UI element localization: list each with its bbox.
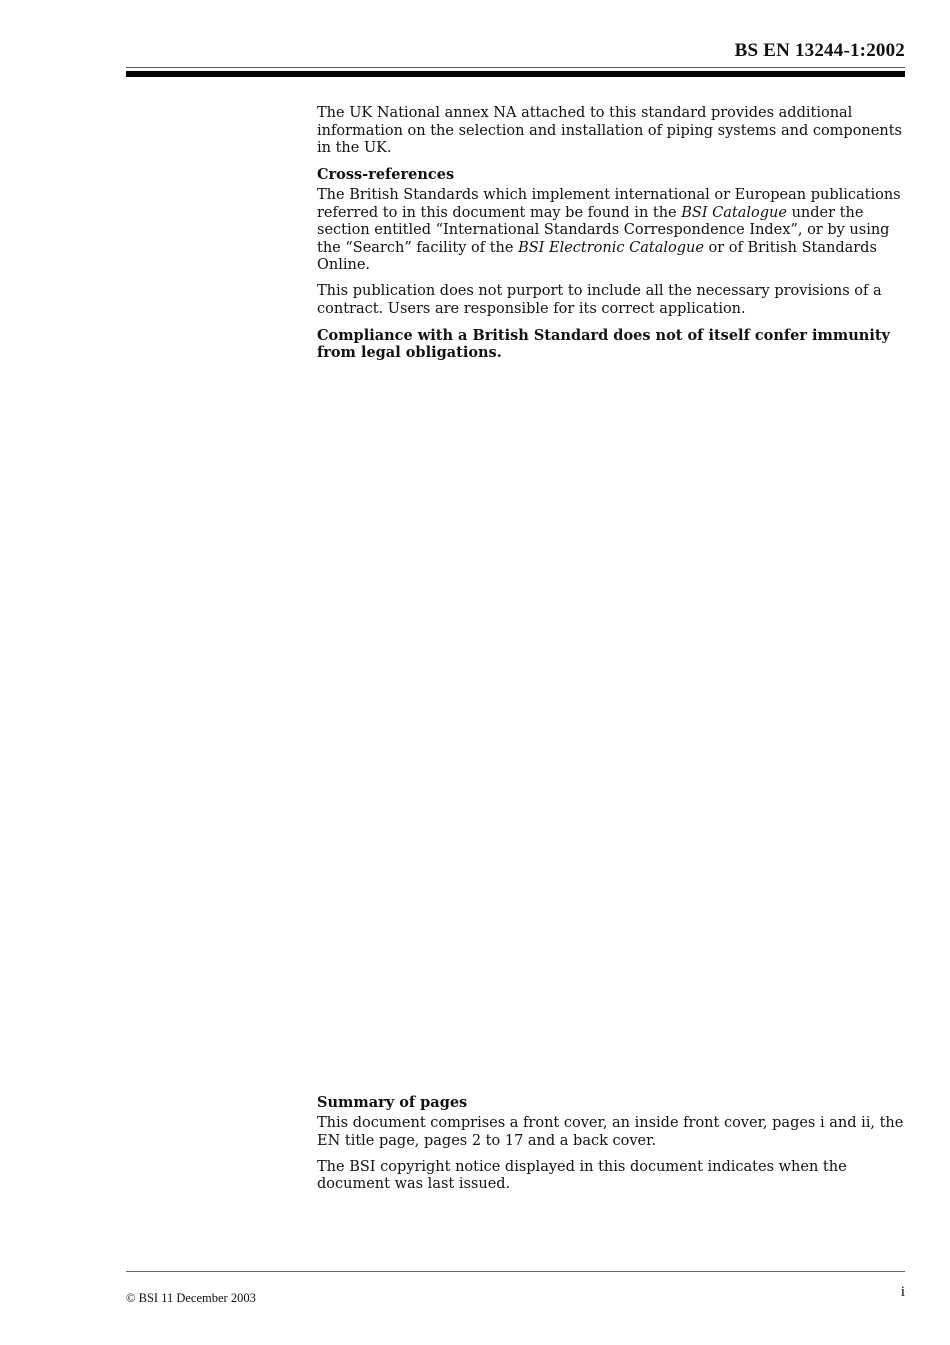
provisions-paragraph: This publication does not purport to include all the necessary provisions of a contract. Users are responsible for its correct application. xyxy=(317,283,882,317)
cross-references-text-3: or of British Standards Online. xyxy=(317,239,877,273)
summary-heading: Summary of pages xyxy=(317,1094,468,1111)
summary-paragraph-1: This document comprises a front cover, an inside front cover, pages i and ii, the EN title page, pages 2 to 17 and a back cover. xyxy=(317,1115,904,1149)
summary-section xyxy=(317,1094,911,1202)
main-content xyxy=(317,105,911,370)
cross-references-text-2: under the section entitled “International Standards Correspondence Index”, or by using the “Search” facility of the xyxy=(317,204,890,256)
bsi-catalogue-ref: BSI Catalogue xyxy=(681,204,787,221)
cross-references-text-1: The British Standards which implement international or European publications referred to in this document may be found in the xyxy=(317,187,901,221)
page-number: i xyxy=(900,1284,905,1300)
bsi-electronic-catalogue-ref: BSI Electronic Catalogue xyxy=(518,239,704,256)
cross-references-paragraph xyxy=(317,187,911,275)
standard-number: BS EN 13244-1:2002 xyxy=(734,40,905,61)
copyright-notice: © BSI 11 December 2003 xyxy=(126,1291,256,1305)
footer-rule xyxy=(126,1271,905,1272)
header-thin-rule xyxy=(126,67,905,68)
compliance-statement: Compliance with a British Standard does not of itself confer immunity from legal obligations. xyxy=(317,326,890,361)
summary-paragraph-2: The BSI copyright notice displayed in this document indicates when the document was last issued. xyxy=(317,1158,847,1192)
header-thick-rule xyxy=(126,71,905,77)
cross-references-heading: Cross-references xyxy=(317,166,455,183)
intro-paragraph: The UK National annex NA attached to this standard provides additional information on the selection and installation of piping systems and components in the UK. xyxy=(317,105,902,156)
